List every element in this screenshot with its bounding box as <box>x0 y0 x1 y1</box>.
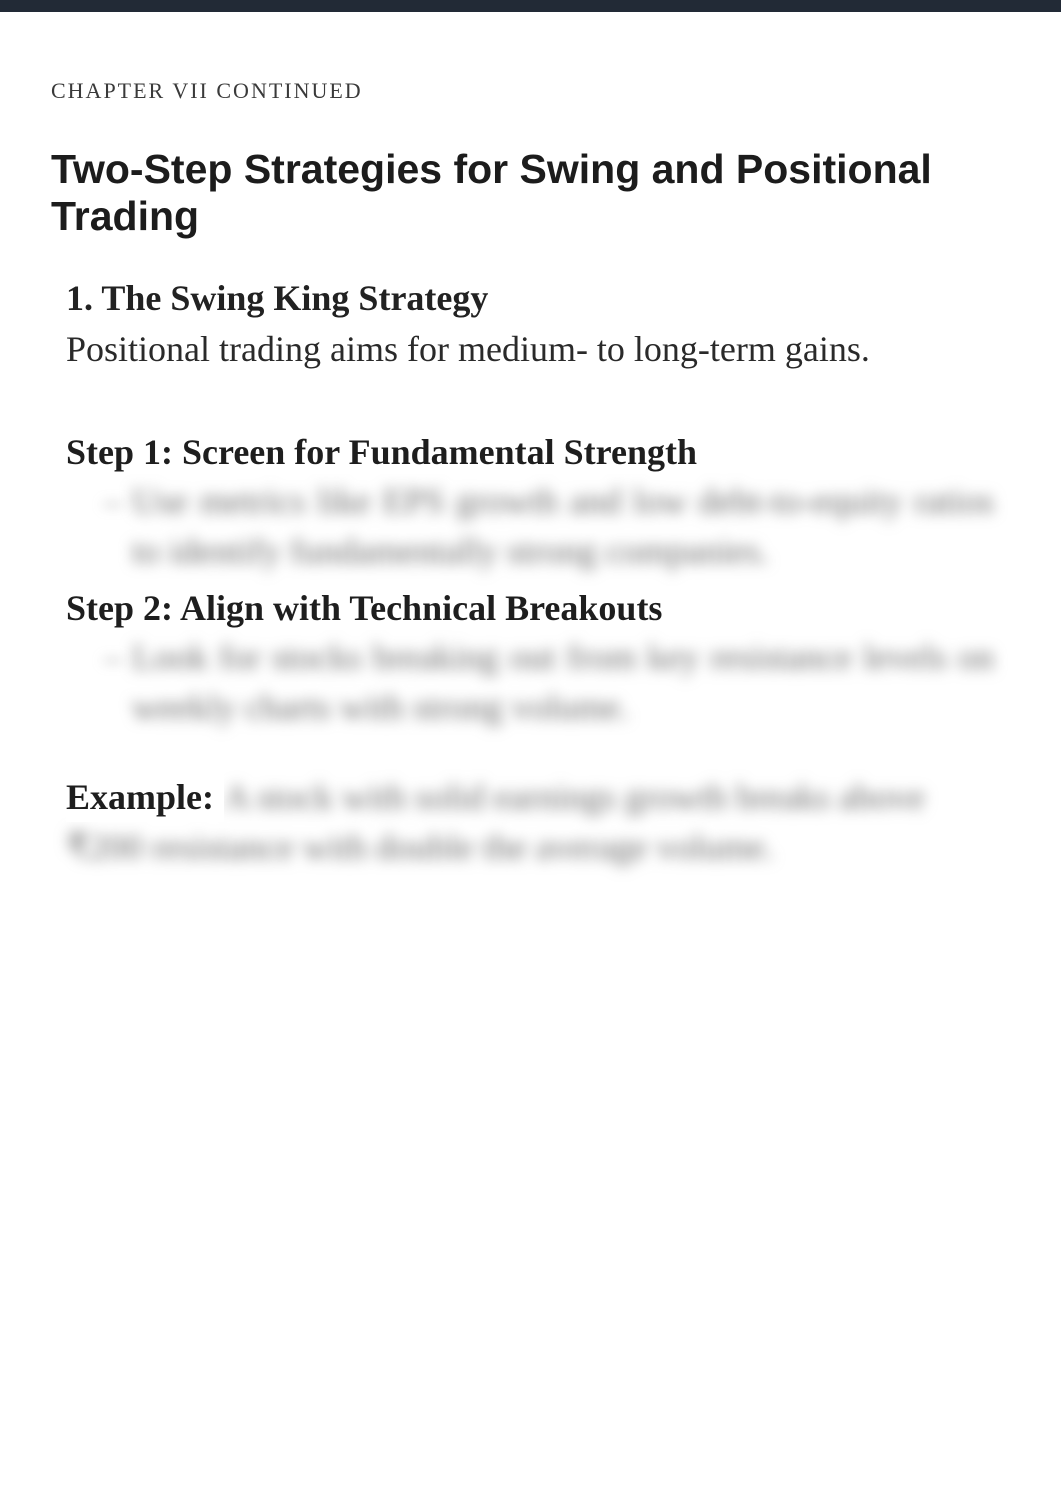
example-block <box>66 772 994 872</box>
top-bar <box>0 0 1061 12</box>
step-2-bullet-text: Look for stocks breaking out from key resistance levels on weekly charts with strong volume. <box>132 637 994 727</box>
example-text: A stock with solid earnings growth breaks above ₹200 resistance with double the average volume. <box>66 777 925 867</box>
step-1-list <box>66 476 994 576</box>
section-intro: Positional trading aims for medium- to long-term gains. <box>66 329 870 369</box>
step-2-list <box>66 632 994 732</box>
step-2-heading: Step 2: Align with Technical Breakouts <box>66 586 668 630</box>
chapter-label: CHAPTER VII CONTINUED <box>51 78 363 103</box>
bullet-dash-icon: – <box>104 637 122 677</box>
chapter-content <box>66 276 994 872</box>
list-item <box>104 632 994 732</box>
step-1-bullet-text: Use metrics like EPS growth and low debt-to-equity ratios to identify fundamentally strong companies. <box>132 481 994 571</box>
step-1-heading: Step 1: Screen for Fundamental Strength <box>66 430 703 474</box>
example-label: Example: <box>66 772 224 822</box>
page-title: Two-Step Strategies for Swing and Positional Trading <box>51 146 932 239</box>
bullet-dash-icon: – <box>104 481 122 521</box>
list-item <box>104 476 994 576</box>
section-heading: 1. The Swing King Strategy <box>66 278 489 318</box>
